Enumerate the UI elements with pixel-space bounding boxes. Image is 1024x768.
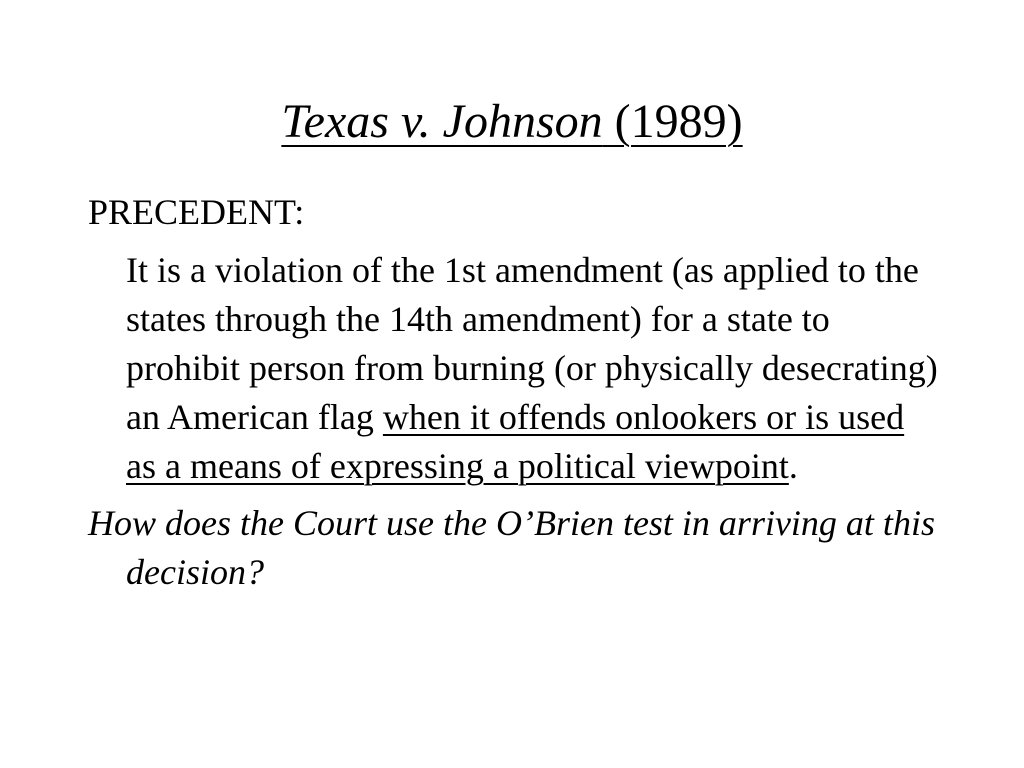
- discussion-question: How does the Court use the O’Brien test in arriving at this decision?: [88, 503, 935, 592]
- title-underline-wrapper: [281, 95, 742, 148]
- case-year: (1989): [602, 95, 743, 148]
- precedent-heading: PRECEDENT:: [88, 192, 305, 232]
- case-name: Texas v. Johnson: [281, 95, 603, 148]
- precedent-text-main: It is a violation of the 1st amendment (as applied to the states through the 14th amendment) for a state to prohibit person from burning (or physically desecrating) an American flag: [126, 250, 938, 437]
- precedent-text-end: .: [788, 446, 798, 486]
- slide-body: [88, 188, 938, 597]
- precedent-text-underlined: when it offends onlookers or is used as a means of expressing a political viewpoint: [126, 397, 905, 486]
- slide-title: [0, 88, 1024, 156]
- precedent-text: [126, 246, 938, 491]
